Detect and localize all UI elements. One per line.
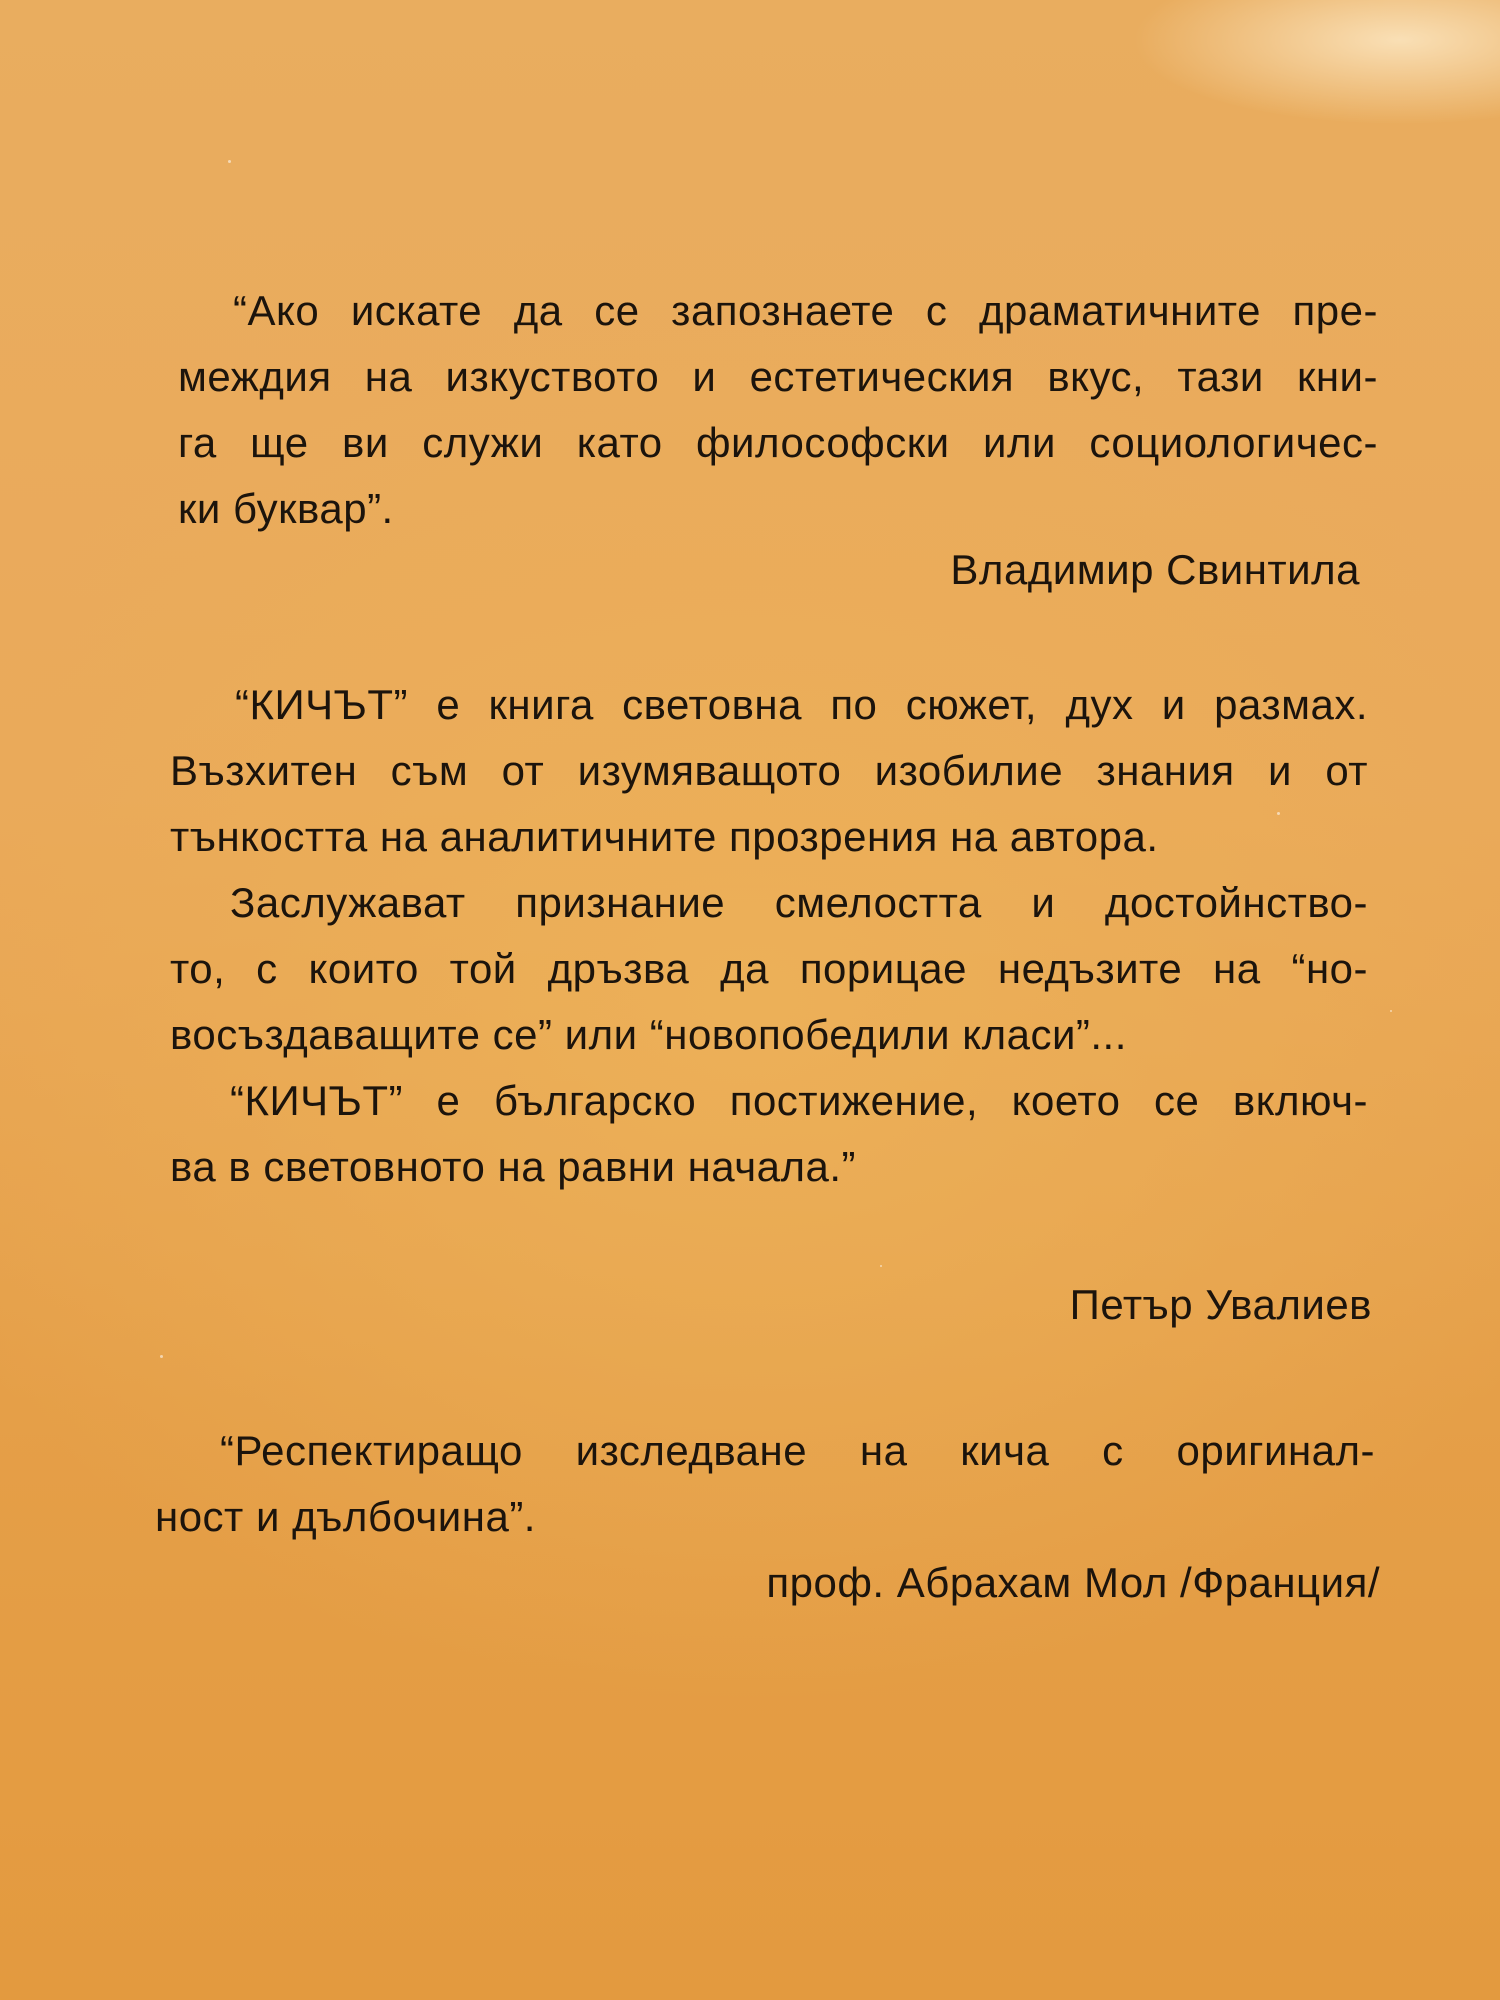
quote-2-line-6: восъздаващите се” или “новопобедили класи”... bbox=[170, 1011, 1127, 1058]
quote-2-line-1: “КИЧЪТ” е книга световна по сюжет, дух и размах. bbox=[235, 681, 1368, 728]
quote-2-author: Петър Увалиев bbox=[1069, 1281, 1372, 1328]
quote-2-line-7: “КИЧЪТ” е българско постижение, което се включ- bbox=[230, 1077, 1368, 1124]
quote-3-line-2: ност и дълбочина”. bbox=[155, 1493, 536, 1540]
surface-speck bbox=[1277, 812, 1280, 815]
surface-speck bbox=[1390, 1010, 1392, 1012]
quote-2-line-4: Заслужават признание смелостта и достойнство- bbox=[230, 879, 1368, 926]
quote-1-line-1: “Ако искате да се запознаете с драматичните пре- bbox=[233, 287, 1378, 334]
quote-2-line-8: ва в световното на равни начала.” bbox=[170, 1143, 856, 1190]
surface-speck bbox=[880, 1265, 882, 1267]
quote-3-line-1: “Респектиращо изследване на кича с оригинал- bbox=[220, 1427, 1375, 1474]
quote-2-line-3: тънкостта на аналитичните прозрения на автора. bbox=[170, 813, 1159, 860]
quote-1-line-3: га ще ви служи като философски или социологичес- bbox=[178, 419, 1378, 466]
quote-3-author: проф. Абрахам Мол /Франция/ bbox=[766, 1559, 1380, 1606]
surface-speck bbox=[160, 1355, 163, 1358]
quote-1-line-2: междия на изкуството и естетическия вкус, тази кни- bbox=[178, 353, 1378, 400]
quote-1-author: Владимир Свинтила bbox=[950, 546, 1360, 593]
surface-speck bbox=[228, 160, 231, 163]
quote-2-line-5: то, с които той дръзва да порицае недъзите на “но- bbox=[170, 945, 1368, 992]
quote-1-line-4: ки буквар”. bbox=[178, 485, 394, 532]
quote-2-line-2: Възхитен съм от изумяващото изобилие знания и от bbox=[170, 747, 1368, 794]
quote-2 bbox=[170, 672, 1368, 1200]
quote-3 bbox=[155, 1418, 1375, 1550]
quote-1 bbox=[178, 278, 1378, 542]
